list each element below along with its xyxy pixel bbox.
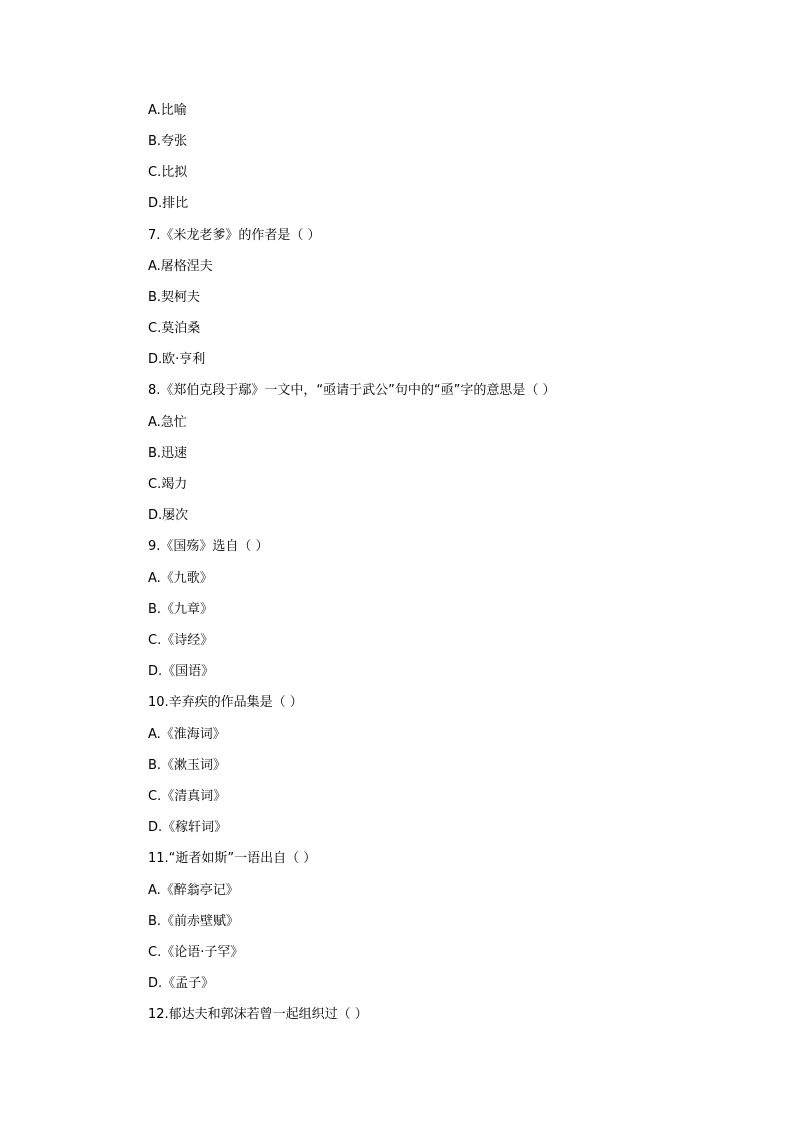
option-c-q8: C.竭力 (148, 477, 188, 492)
option-a-q7: A.屠格涅夫 (148, 259, 213, 274)
question-10: 10.辛弃疾的作品集是（ ） (148, 695, 303, 710)
option-b-q10: B.《漱玉词》 (148, 758, 227, 773)
option-b-q11: B.《前赤壁赋》 (148, 914, 240, 929)
option-d-q10: D.《稼轩词》 (148, 820, 228, 835)
question-9: 9.《国殇》选自（ ） (148, 539, 269, 554)
option-c-q7: C.莫泊桑 (148, 321, 201, 336)
option-c-q10: C.《清真词》 (148, 789, 227, 804)
option-b-q7: B.契柯夫 (148, 290, 201, 305)
option-b-q9: B.《九章》 (148, 602, 214, 617)
question-11: 11.“逝者如斯”一语出自（ ） (148, 851, 317, 866)
option-d-q8: D.屡次 (148, 508, 189, 523)
option-d-q9: D.《国语》 (148, 664, 215, 679)
option-b-q6: B.夸张 (148, 134, 188, 149)
question-8: 8.《郑伯克段于鄢》一文中，“亟请于武公”句中的“亟”字的意思是（ ） (148, 383, 556, 398)
option-a-q8: A.急忙 (148, 415, 187, 430)
option-c-q6: C.比拟 (148, 165, 188, 180)
question-7: 7.《米龙老爹》的作者是（ ） (148, 228, 321, 243)
option-d-q11: D.《孟子》 (148, 976, 215, 991)
option-a-q6: A.比喻 (148, 103, 187, 118)
option-d-q6: D.排比 (148, 196, 189, 211)
option-a-q9: A.《九歌》 (148, 571, 213, 586)
option-c-q9: C.《诗经》 (148, 633, 214, 648)
option-d-q7: D.欧·亨利 (148, 352, 206, 367)
option-c-q11: C.《论语·子罕》 (148, 945, 244, 960)
option-a-q10: A.《淮海词》 (148, 727, 226, 742)
option-b-q8: B.迅速 (148, 446, 188, 461)
option-a-q11: A.《醉翁亭记》 (148, 883, 239, 898)
question-12: 12.郁达夫和郭沫若曾一起组织过（ ） (148, 1007, 368, 1022)
